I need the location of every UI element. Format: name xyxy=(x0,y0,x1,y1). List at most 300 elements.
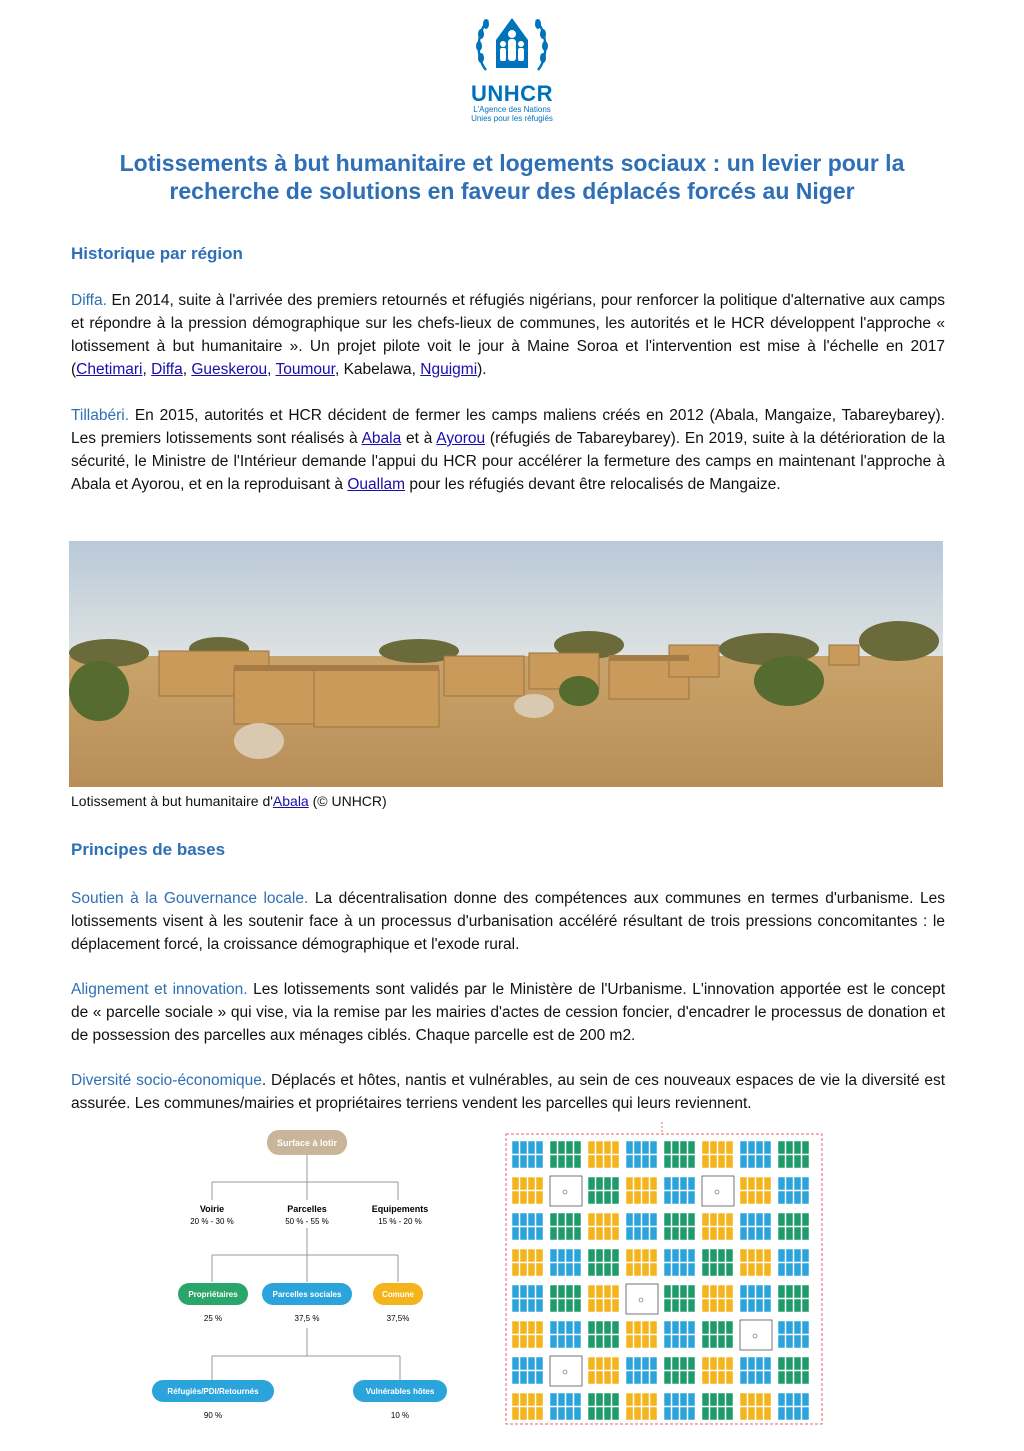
plan-parcel xyxy=(612,1227,619,1240)
plan-parcel xyxy=(680,1285,687,1298)
plan-parcel xyxy=(740,1357,747,1370)
plan-parcel xyxy=(566,1155,573,1168)
plan-parcel xyxy=(520,1263,527,1276)
plan-parcel xyxy=(512,1227,519,1240)
plan-parcel xyxy=(536,1177,543,1190)
plan-parcel xyxy=(672,1371,679,1384)
caption-text-2: (© UNHCR) xyxy=(308,793,387,809)
plan-parcel xyxy=(680,1299,687,1312)
plan-parcel xyxy=(702,1335,709,1348)
plan-parcel xyxy=(718,1155,725,1168)
plan-parcel xyxy=(612,1263,619,1276)
plan-parcel xyxy=(688,1263,695,1276)
plan-parcel xyxy=(566,1263,573,1276)
diagram-parcelles-label: Parcelles xyxy=(287,1204,327,1214)
plan-parcel xyxy=(520,1371,527,1384)
plan-parcel xyxy=(756,1357,763,1370)
diversite-text: . Déplacés et hôtes, nantis et vulnérables, au sein de ces nouveaux espaces de vie la diversité est assurée. Les communes/mairies et propriétaires terriens vendent les parcelles qui leurs reviennent. xyxy=(71,1072,945,1112)
diffa-text-3: ). xyxy=(477,361,487,378)
plan-parcel xyxy=(778,1155,785,1168)
plan-parcel xyxy=(558,1227,565,1240)
plan-parcel xyxy=(612,1249,619,1262)
plan-parcel xyxy=(642,1263,649,1276)
plan-parcel xyxy=(794,1285,801,1298)
plan-parcel xyxy=(574,1393,581,1406)
plan-parcel xyxy=(626,1263,633,1276)
plan-parcel xyxy=(634,1249,641,1262)
plan-parcel xyxy=(764,1213,771,1226)
plan-parcel xyxy=(596,1213,603,1226)
plan-parcel xyxy=(512,1299,519,1312)
plan-parcel xyxy=(558,1155,565,1168)
plan-parcel xyxy=(634,1371,641,1384)
plan-parcel xyxy=(680,1393,687,1406)
plan-parcel xyxy=(650,1321,657,1334)
plan-parcel xyxy=(688,1407,695,1420)
plan-parcel xyxy=(726,1263,733,1276)
plan-parcel xyxy=(710,1407,717,1420)
plan-parcel xyxy=(574,1213,581,1226)
plan-parcel xyxy=(748,1155,755,1168)
plan-parcel xyxy=(748,1371,755,1384)
plan-parcel xyxy=(688,1393,695,1406)
link-ayorou[interactable]: Ayorou xyxy=(436,430,486,447)
tillaberi-text-1: En 2015, autorités et HCR décident de fermer les camps maliens créés en 2012 (Abala, Mangaize, Tabareybarey). Les premiers lotissements sont réalisés à xyxy=(71,407,945,447)
plan-equipment-block xyxy=(550,1356,582,1386)
plan-parcel xyxy=(756,1407,763,1420)
plan-parcel xyxy=(588,1357,595,1370)
plan-parcel xyxy=(688,1285,695,1298)
plan-parcel xyxy=(536,1335,543,1348)
plan-parcel xyxy=(650,1393,657,1406)
plan-parcel xyxy=(550,1249,557,1262)
plan-parcel xyxy=(550,1263,557,1276)
tillaberi-text-4: pour les réfugiés devant être relocalisés de Mangaize. xyxy=(405,476,781,493)
plan-parcel xyxy=(512,1357,519,1370)
plan-parcel xyxy=(748,1393,755,1406)
plan-parcel xyxy=(528,1371,535,1384)
link-ouallam[interactable]: Ouallam xyxy=(347,476,406,493)
plan-parcel xyxy=(528,1357,535,1370)
plan-parcel xyxy=(756,1249,763,1262)
plan-parcel xyxy=(626,1357,633,1370)
plan-parcel xyxy=(634,1263,641,1276)
plan-parcel xyxy=(520,1249,527,1262)
plan-parcel xyxy=(740,1407,747,1420)
plan-parcel xyxy=(574,1285,581,1298)
plan-parcel xyxy=(588,1155,595,1168)
separator: , xyxy=(267,361,276,378)
keyword-alignement: Alignement et innovation. xyxy=(71,981,248,998)
plan-parcel xyxy=(802,1285,809,1298)
plan-parcel xyxy=(626,1371,633,1384)
plan-parcel xyxy=(778,1321,785,1334)
plan-parcel xyxy=(680,1155,687,1168)
plan-parcel xyxy=(612,1407,619,1420)
plan-parcel xyxy=(528,1335,535,1348)
plan-parcel xyxy=(536,1263,543,1276)
plan-parcel xyxy=(626,1155,633,1168)
plan-parcel xyxy=(710,1371,717,1384)
plan-parcel xyxy=(756,1177,763,1190)
plan-parcel xyxy=(612,1213,619,1226)
plan-parcel xyxy=(688,1321,695,1334)
plan-parcel xyxy=(710,1141,717,1154)
plan-parcel xyxy=(688,1177,695,1190)
diagram-comune-pct: 37,5% xyxy=(386,1314,410,1323)
heading-principes: Principes de bases xyxy=(71,840,226,859)
plan-parcel xyxy=(778,1335,785,1348)
plan-parcel xyxy=(612,1393,619,1406)
plan-parcel xyxy=(550,1141,557,1154)
tillaberi-text-3: (réfugiés de Tabareybarey). En 2019, suite à la détérioration de la sécurité, le Ministre de l'Intérieur demande l'appui du HCR pour accélérer la fermeture des camps en maintenant l'approche à Abala et Ayorou, et en la reproduisant à xyxy=(71,430,945,493)
plan-parcel xyxy=(604,1177,611,1190)
plan-equipment-block xyxy=(550,1176,582,1206)
plan-parcel xyxy=(604,1321,611,1334)
plan-parcel xyxy=(612,1299,619,1312)
plan-parcel xyxy=(604,1285,611,1298)
plan-parcel xyxy=(566,1249,573,1262)
plan-parcel xyxy=(794,1227,801,1240)
plan-parcel xyxy=(794,1177,801,1190)
plan-parcel xyxy=(802,1227,809,1240)
plan-parcel xyxy=(566,1227,573,1240)
plan-parcel xyxy=(740,1263,747,1276)
plan-parcel xyxy=(520,1285,527,1298)
plan-parcel xyxy=(702,1227,709,1240)
page-title xyxy=(60,149,964,205)
plan-parcel xyxy=(794,1321,801,1334)
plan-parcel xyxy=(664,1155,671,1168)
diagram-equipements-label: Equipements xyxy=(371,1204,429,1214)
paragraph-diffa xyxy=(71,289,945,381)
plan-parcel xyxy=(680,1191,687,1204)
plan-parcel xyxy=(642,1335,649,1348)
logo-subtitle-2: Unies pour les réfugiés xyxy=(471,114,553,123)
alignement-text: Les lotissements sont validés par le Ministère de l'Urbanisme. L'innovation apportée est le concept de « parcelle sociale » qui vise, via la remise par les mairies d'actes de cession foncier, d'encadrer le processus de donation et de possession des parcelles aux ménages ciblés. Chaque parcelle est de 200 m2. xyxy=(71,981,945,1044)
plan-parcel xyxy=(786,1177,793,1190)
plan-parcel xyxy=(786,1357,793,1370)
plan-parcel xyxy=(612,1191,619,1204)
plan-parcel xyxy=(634,1213,641,1226)
plan-parcel xyxy=(634,1407,641,1420)
plan-parcel xyxy=(718,1213,725,1226)
plan-parcel xyxy=(702,1321,709,1334)
plan-parcel xyxy=(642,1227,649,1240)
plan-parcel xyxy=(550,1335,557,1348)
link-caption-abala[interactable]: Abala xyxy=(272,793,309,809)
plan-parcel xyxy=(748,1141,755,1154)
plan-parcel xyxy=(626,1227,633,1240)
plan-parcel xyxy=(612,1285,619,1298)
plan-parcel xyxy=(680,1213,687,1226)
plan-parcel xyxy=(650,1371,657,1384)
plan-parcel xyxy=(604,1213,611,1226)
plan-parcel xyxy=(764,1285,771,1298)
tillaberi-text-2: et à xyxy=(401,430,437,447)
plan-parcel xyxy=(756,1371,763,1384)
plan-parcel xyxy=(512,1371,519,1384)
plan-parcel xyxy=(794,1357,801,1370)
plan-parcel xyxy=(726,1335,733,1348)
plan-parcel xyxy=(626,1141,633,1154)
plan-parcel xyxy=(612,1141,619,1154)
paragraph-tillaberi xyxy=(71,404,945,496)
plan-parcel xyxy=(588,1249,595,1262)
plan-parcel xyxy=(710,1249,717,1262)
plan-parcel xyxy=(688,1155,695,1168)
plan-parcel xyxy=(558,1407,565,1420)
plan-parcel xyxy=(650,1177,657,1190)
plan-parcel xyxy=(574,1141,581,1154)
plan-parcel xyxy=(702,1285,709,1298)
plan-parcel xyxy=(604,1407,611,1420)
plan-parcel xyxy=(528,1191,535,1204)
plan-parcel xyxy=(688,1227,695,1240)
plan-parcel xyxy=(786,1191,793,1204)
plan-parcel xyxy=(512,1407,519,1420)
plan-parcel xyxy=(536,1371,543,1384)
plan-parcel xyxy=(672,1299,679,1312)
plan-parcel xyxy=(612,1155,619,1168)
plan-parcel xyxy=(718,1321,725,1334)
plan-parcel xyxy=(786,1335,793,1348)
link-toumour[interactable]: Toumour xyxy=(275,361,335,378)
plan-parcel xyxy=(664,1357,671,1370)
plan-parcel xyxy=(626,1393,633,1406)
diagram-equipements-pct: 15 % - 20 % xyxy=(378,1217,422,1226)
plan-parcel xyxy=(664,1371,671,1384)
settlement-photo xyxy=(69,541,943,787)
plan-parcel xyxy=(558,1321,565,1334)
plan-parcel xyxy=(536,1285,543,1298)
plan-parcel xyxy=(718,1357,725,1370)
plan-parcel xyxy=(672,1285,679,1298)
plan-parcel xyxy=(740,1227,747,1240)
plan-parcel xyxy=(604,1191,611,1204)
plan-parcel xyxy=(536,1141,543,1154)
link-chetimari[interactable]: Chetimari xyxy=(76,361,143,378)
plan-parcel xyxy=(596,1321,603,1334)
plan-parcel xyxy=(748,1285,755,1298)
plan-parcel xyxy=(680,1357,687,1370)
plan-parcel xyxy=(566,1321,573,1334)
plan-parcel xyxy=(688,1213,695,1226)
plan-parcel xyxy=(710,1285,717,1298)
plan-parcel xyxy=(748,1227,755,1240)
plan-parcel xyxy=(612,1335,619,1348)
plan-parcel xyxy=(664,1177,671,1190)
plan-parcel xyxy=(528,1393,535,1406)
plan-parcel xyxy=(688,1357,695,1370)
plan-parcel xyxy=(574,1227,581,1240)
plan-parcel xyxy=(802,1177,809,1190)
plan-parcel xyxy=(710,1335,717,1348)
plan-parcel xyxy=(710,1357,717,1370)
plan-parcel xyxy=(718,1263,725,1276)
plan-parcel xyxy=(596,1227,603,1240)
plan-parcel xyxy=(596,1191,603,1204)
plan-parcel xyxy=(672,1155,679,1168)
plan-parcel xyxy=(588,1263,595,1276)
plan-parcel xyxy=(710,1263,717,1276)
plan-parcel xyxy=(528,1213,535,1226)
plan-parcel xyxy=(794,1141,801,1154)
plan-parcel xyxy=(664,1249,671,1262)
plan-parcel xyxy=(778,1263,785,1276)
plan-parcel xyxy=(718,1285,725,1298)
plan-parcel xyxy=(574,1335,581,1348)
plan-parcel xyxy=(748,1191,755,1204)
plan-parcel xyxy=(588,1213,595,1226)
plan-parcel xyxy=(786,1371,793,1384)
plan-parcel xyxy=(764,1177,771,1190)
diagram-voirie-pct: 20 % - 30 % xyxy=(190,1217,234,1226)
plan-parcel xyxy=(764,1191,771,1204)
plan-parcel xyxy=(520,1393,527,1406)
plan-parcel xyxy=(740,1249,747,1262)
plan-parcel xyxy=(558,1249,565,1262)
plan-parcel xyxy=(650,1227,657,1240)
plan-parcel xyxy=(566,1141,573,1154)
diagram-proprietaires-label: Propriétaires xyxy=(188,1290,238,1299)
plan-parcel xyxy=(794,1407,801,1420)
plan-parcel xyxy=(778,1141,785,1154)
plan-parcel xyxy=(528,1299,535,1312)
plan-parcel xyxy=(536,1191,543,1204)
title-line-1: Lotissements à but humanitaire et logements sociaux : un levier pour la xyxy=(119,150,905,176)
plan-parcel xyxy=(566,1285,573,1298)
plan-parcel xyxy=(626,1213,633,1226)
plan-parcel xyxy=(672,1393,679,1406)
plan-parcel xyxy=(550,1393,557,1406)
plan-parcel xyxy=(778,1177,785,1190)
plan-parcel xyxy=(588,1371,595,1384)
logo-wordmark: UNHCR xyxy=(471,81,553,106)
plan-parcel xyxy=(536,1155,543,1168)
plan-parcel xyxy=(794,1299,801,1312)
plan-parcel xyxy=(650,1357,657,1370)
plan-parcel xyxy=(566,1213,573,1226)
plan-parcel xyxy=(664,1335,671,1348)
plan-parcel xyxy=(726,1357,733,1370)
separator: , xyxy=(182,361,192,378)
plan-parcel xyxy=(702,1155,709,1168)
plan-parcel xyxy=(680,1407,687,1420)
plan-parcel xyxy=(794,1335,801,1348)
plan-parcel xyxy=(764,1357,771,1370)
plan-parcel xyxy=(558,1393,565,1406)
plan-parcel xyxy=(672,1357,679,1370)
separator: , xyxy=(142,361,152,378)
plan-parcel xyxy=(596,1407,603,1420)
plan-parcel xyxy=(664,1213,671,1226)
plan-parcel xyxy=(764,1371,771,1384)
plan-parcel xyxy=(664,1285,671,1298)
plan-parcel xyxy=(536,1213,543,1226)
paragraph-diversite xyxy=(71,1069,945,1115)
plan-parcel xyxy=(688,1191,695,1204)
plan-parcel xyxy=(528,1321,535,1334)
plan-parcel xyxy=(680,1227,687,1240)
plan-parcel xyxy=(642,1141,649,1154)
plan-parcel xyxy=(802,1371,809,1384)
diagram-refugies-label: Réfugiés/PDI/Retournés xyxy=(167,1387,259,1396)
unhcr-emblem-icon xyxy=(472,10,552,78)
plan-parcel xyxy=(710,1393,717,1406)
plan-parcel xyxy=(528,1249,535,1262)
plan-parcel xyxy=(778,1285,785,1298)
plan-parcel xyxy=(642,1357,649,1370)
link-abala[interactable]: Abala xyxy=(361,430,402,447)
link-diffa[interactable]: Diffa xyxy=(151,361,183,378)
plan-parcel xyxy=(604,1335,611,1348)
plan-parcel xyxy=(550,1407,557,1420)
plan-parcel xyxy=(786,1263,793,1276)
plan-parcel xyxy=(536,1407,543,1420)
plan-parcel xyxy=(574,1155,581,1168)
plan-parcel xyxy=(604,1249,611,1262)
plan-parcel xyxy=(604,1371,611,1384)
plan-parcel xyxy=(520,1155,527,1168)
plan-parcel xyxy=(650,1335,657,1348)
plan-parcel xyxy=(566,1335,573,1348)
paragraph-alignement xyxy=(71,978,945,1047)
plan-parcel xyxy=(718,1335,725,1348)
plan-parcel xyxy=(634,1335,641,1348)
plan-parcel xyxy=(802,1249,809,1262)
plan-parcel xyxy=(588,1141,595,1154)
plan-parcel xyxy=(688,1371,695,1384)
title-line-2: recherche de solutions en faveur des déplacés forcés au Niger xyxy=(169,178,855,204)
diagram-comune-label: Comune xyxy=(382,1290,414,1299)
plan-parcel xyxy=(756,1393,763,1406)
diagram-parcelles-sociales-pct: 37,5 % xyxy=(294,1314,320,1323)
plan-parcel xyxy=(778,1393,785,1406)
plan-parcel xyxy=(536,1249,543,1262)
plan-parcel xyxy=(740,1285,747,1298)
plan-parcel xyxy=(726,1249,733,1262)
diagram-parcelles-pct: 50 % - 55 % xyxy=(285,1217,329,1226)
plan-parcel xyxy=(726,1227,733,1240)
plan-parcel xyxy=(778,1191,785,1204)
plan-parcel xyxy=(558,1213,565,1226)
plan-parcel xyxy=(574,1321,581,1334)
plan-parcel xyxy=(512,1285,519,1298)
plan-parcel xyxy=(794,1393,801,1406)
plan-parcel xyxy=(574,1263,581,1276)
plan-parcel xyxy=(536,1227,543,1240)
plan-parcel xyxy=(710,1227,717,1240)
plan-parcel xyxy=(536,1321,543,1334)
plan-parcel xyxy=(786,1227,793,1240)
plan-parcel xyxy=(642,1249,649,1262)
plan-parcel xyxy=(574,1407,581,1420)
plan-parcel xyxy=(748,1299,755,1312)
plan-parcel xyxy=(740,1177,747,1190)
allocation-diagram xyxy=(140,1120,470,1430)
plan-parcel xyxy=(642,1321,649,1334)
link-nguigmi[interactable]: Nguigmi xyxy=(420,361,478,378)
plan-parcel xyxy=(764,1249,771,1262)
plan-parcel xyxy=(702,1299,709,1312)
plan-parcel xyxy=(588,1299,595,1312)
plan-parcel xyxy=(802,1335,809,1348)
plan-parcel xyxy=(634,1191,641,1204)
plan-parcel xyxy=(688,1299,695,1312)
link-gueskerou[interactable]: Gueskerou xyxy=(191,361,268,378)
diagram-vulnerables-pct: 10 % xyxy=(390,1411,410,1420)
